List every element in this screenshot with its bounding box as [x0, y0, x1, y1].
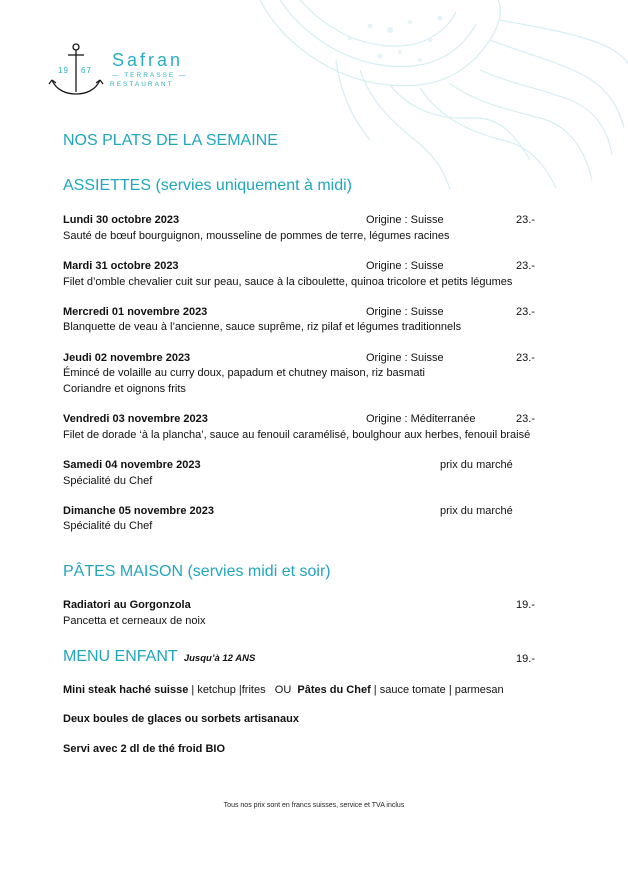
enfant-line-main [63, 684, 504, 696]
pates-description: Pancetta et cerneaux de noix [63, 615, 206, 627]
enfant-or: OU [274, 684, 292, 696]
menu-description: Sauté de bœuf bourguignon, mousseline de pommes de terre, légumes racines [63, 230, 450, 242]
section-heading-pates: PÂTES MAISON (servies midi et soir) [63, 563, 331, 580]
menu-day: Dimanche 05 novembre 2023 [63, 505, 215, 517]
price-footnote: Tous nos prix sont en francs suisses, service et TVA inclus [223, 802, 405, 809]
menu-origin: Origine : Suisse [366, 352, 444, 364]
jellyfish-illustration [240, 0, 628, 190]
section-heading-enfant [63, 648, 255, 666]
menu-origin: Origine : Suisse [366, 306, 444, 318]
menu-origin: Origine : Suisse [366, 260, 444, 272]
menu-price: 23.- [516, 260, 535, 272]
section-heading-assiettes: ASSIETTES (servies uniquement à midi) [63, 177, 352, 194]
menu-day: Vendredi 03 novembre 2023 [63, 413, 208, 425]
enfant-heading-text: MENU ENFANT [63, 648, 178, 665]
menu-origin: Origine : Méditerranée [366, 413, 476, 425]
menu-price: 23.- [516, 352, 535, 364]
enfant-option-b: Pâtes du Chef [297, 684, 371, 696]
menu-description: Émincé de volaille au curry doux, papadum et chutney maison, riz basmati [63, 367, 425, 379]
anchor-logo-icon [48, 42, 104, 98]
menu-description: Filet de dorade ‘à la plancha’, sauce au fenouil caramélisé, boulghour aux herbes, fenouil braisé [63, 429, 531, 441]
brand-tagline-terrasse: — TERRASSE — [112, 72, 188, 79]
menu-description: Filet d’omble chevalier cuit sur peau, sauce à la ciboulette, quinoa tricolore et petits légumes [63, 276, 513, 288]
menu-price: 23.- [516, 306, 535, 318]
brand-name: Safran [112, 50, 184, 70]
logo-year-left: 19 [58, 66, 69, 75]
menu-description: Coriandre et oignons frits [63, 383, 186, 395]
menu-description: Blanquette de veau à l’ancienne, sauce suprême, riz pilaf et légumes traditionnels [63, 321, 462, 333]
enfant-age-note: Jusqu’à 12 ANS [183, 653, 256, 664]
menu-market-price: prix du marché [440, 505, 513, 517]
enfant-dessert: Deux boules de glaces ou sorbets artisanaux [63, 713, 299, 725]
menu-day: Mercredi 01 novembre 2023 [63, 306, 208, 318]
menu-price: 23.- [516, 214, 535, 226]
enfant-option-a-extras: | ketchup |frites [188, 684, 266, 696]
menu-day: Mardi 31 octobre 2023 [63, 260, 179, 272]
enfant-option-b-extras: | sauce tomate | parmesan [370, 684, 504, 696]
enfant-price: 19.- [516, 653, 535, 665]
menu-description: Spécialité du Chef [63, 520, 153, 532]
menu-day: Samedi 04 novembre 2023 [63, 459, 201, 471]
menu-description: Spécialité du Chef [63, 475, 153, 487]
pates-item: Radiatori au Gorgonzola [63, 599, 191, 611]
logo-year-right: 67 [81, 66, 92, 75]
brand-tagline-restaurant: RESTAURANT [110, 81, 174, 88]
page-title: NOS PLATS DE LA SEMAINE [63, 132, 278, 149]
pates-price: 19.- [516, 599, 535, 611]
menu-market-price: prix du marché [440, 459, 513, 471]
menu-day: Lundi 30 octobre 2023 [63, 214, 180, 226]
menu-price: 23.- [516, 413, 535, 425]
enfant-option-a: Mini steak haché suisse [63, 684, 189, 696]
menu-day: Jeudi 02 novembre 2023 [63, 352, 191, 364]
enfant-drink: Servi avec 2 dl de thé froid BIO [63, 743, 225, 755]
menu-origin: Origine : Suisse [366, 214, 444, 226]
